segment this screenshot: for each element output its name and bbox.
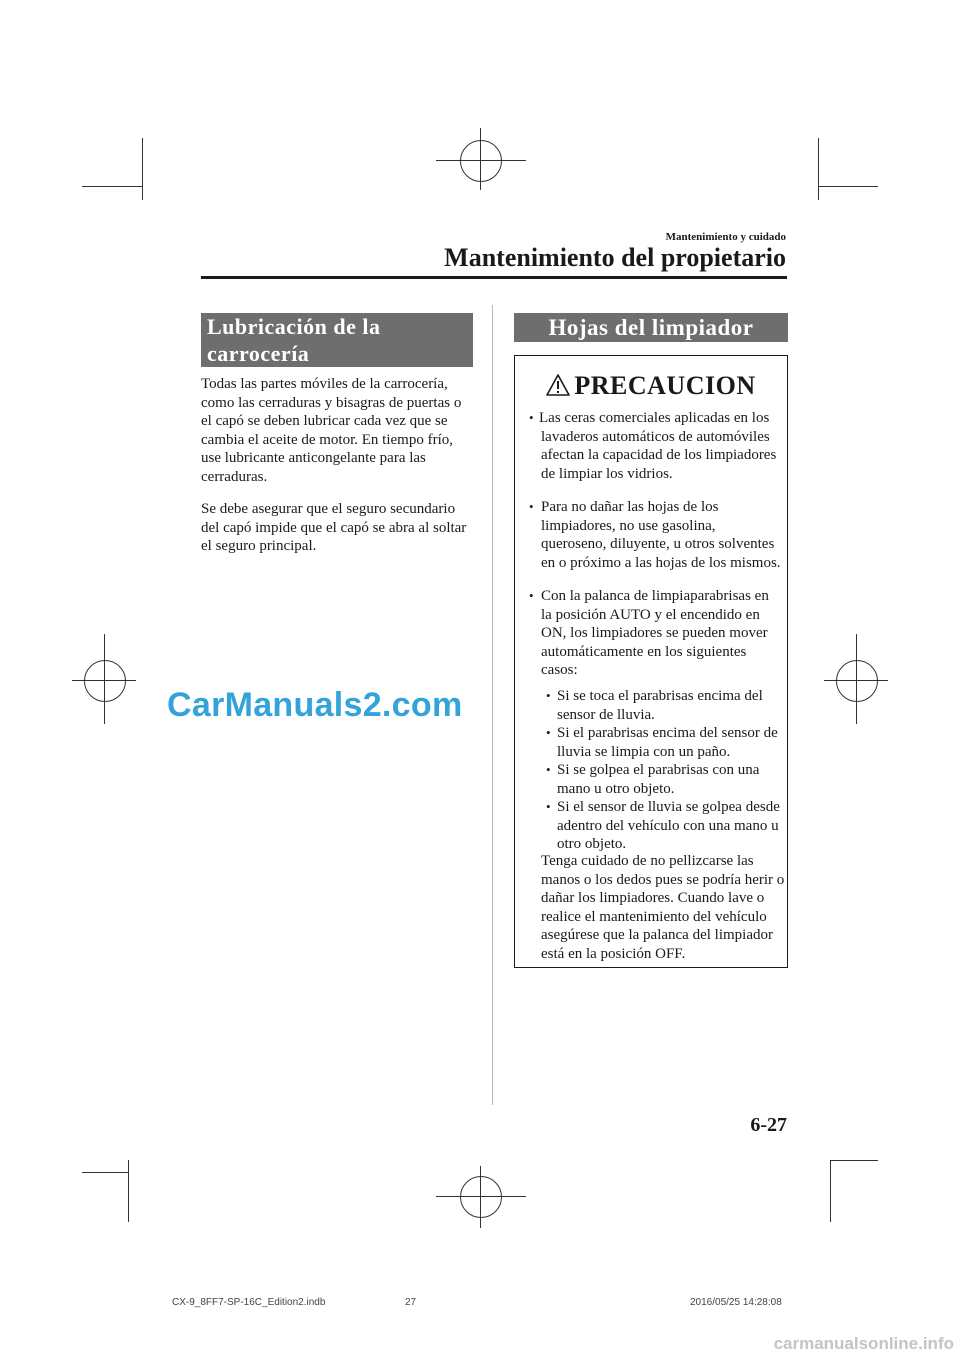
footer-file: CX-9_8FF7-SP-16C_Edition2.indb <box>172 1297 326 1308</box>
lubrication-paragraph: Todas las partes móviles de la carrocería, como las cerraduras y bisagras de puertas o el capó se deben lubricar cada vez que se cambia el aceite de motor. En tiempo frío, use lubricante anticongelante para las cerraduras. <box>201 376 462 485</box>
caution-item: Para no dañar las hojas de los limpiadores, no use gasolina, queroseno, diluyente, u otros solventes en o próximo a las hojas de los mismos. <box>541 499 781 571</box>
crop-mark <box>830 1160 878 1161</box>
header-rule <box>201 276 787 279</box>
lubrication-heading <box>201 313 473 367</box>
caution-sub-item: Si el sensor de lluvia se golpea desde adentro del vehículo con una mano u otro objeto. <box>557 799 780 852</box>
crop-mark <box>830 1160 831 1222</box>
caution-note: Tenga cuidado de no pellizcarse las manos o los dedos pues se podría herir o dañar los limpiadores. Cuando lave o realice el mantenimiento del vehículo asegúrese que la palanca del limpiador está en la posición OFF. <box>541 853 785 962</box>
registration-line <box>436 160 526 161</box>
registration-line <box>436 1196 526 1197</box>
heading-line: carrocería <box>207 341 310 366</box>
heading-line: Lubricación de la <box>207 314 381 339</box>
registration-line <box>104 634 105 724</box>
crop-mark <box>818 138 819 200</box>
bullet-icon: • <box>546 762 551 777</box>
caution-sub-item: Si se toca el parabrisas encima del sensor de lluvia. <box>557 688 763 723</box>
caution-item: Las ceras comerciales aplicadas en los lavaderos automáticos de automóviles afectan la capacidad de los limpiadores de limpiar los vidrios. <box>539 410 777 482</box>
bullet-icon: • <box>529 410 534 425</box>
bullet-icon: • <box>546 688 551 703</box>
crop-mark <box>818 186 878 187</box>
caution-sub-item: Si el parabrisas encima del sensor de lluvia se limpia con un paño. <box>557 725 778 760</box>
registration-line <box>72 680 136 681</box>
chapter-title: Mantenimiento del propietario <box>444 243 786 272</box>
caution-sub-item: Si se golpea el parabrisas con una mano u otro objeto. <box>557 762 760 797</box>
bullet-icon: • <box>529 499 534 514</box>
footer-date: 2016/05/25 14:28:08 <box>690 1297 782 1308</box>
watermark-text: CarManuals2.com <box>167 686 463 724</box>
caution-title <box>515 371 787 403</box>
crop-mark <box>82 1172 128 1173</box>
caution-label: PRECAUCION <box>574 371 756 400</box>
site-watermark: carmanualsonline.info <box>773 1334 954 1353</box>
warning-triangle-icon <box>546 373 570 403</box>
crop-mark <box>142 138 143 200</box>
registration-line <box>480 128 481 190</box>
section-title: Mantenimiento y cuidado <box>665 231 786 243</box>
registration-line <box>824 680 888 681</box>
crop-mark <box>82 186 142 187</box>
bullet-icon: • <box>529 588 534 603</box>
wiper-blades-heading: Hojas del limpiador <box>514 313 788 342</box>
caution-item: Con la palanca de limpiaparabrisas en la posición AUTO y el encendido en ON, los limpiadores se pueden mover automáticamente en los siguientes casos: <box>541 588 769 678</box>
crop-mark <box>128 1160 129 1222</box>
column-divider <box>492 305 493 1105</box>
footer-page: 27 <box>405 1297 417 1308</box>
hood-latch-paragraph: Se debe asegurar que el seguro secundario del capó impide que el capó se abra al soltar el seguro principal. <box>201 501 467 554</box>
registration-line <box>856 634 857 724</box>
bullet-icon: • <box>546 725 551 740</box>
bullet-icon: • <box>546 799 551 814</box>
page-number: 6-27 <box>750 1114 787 1136</box>
